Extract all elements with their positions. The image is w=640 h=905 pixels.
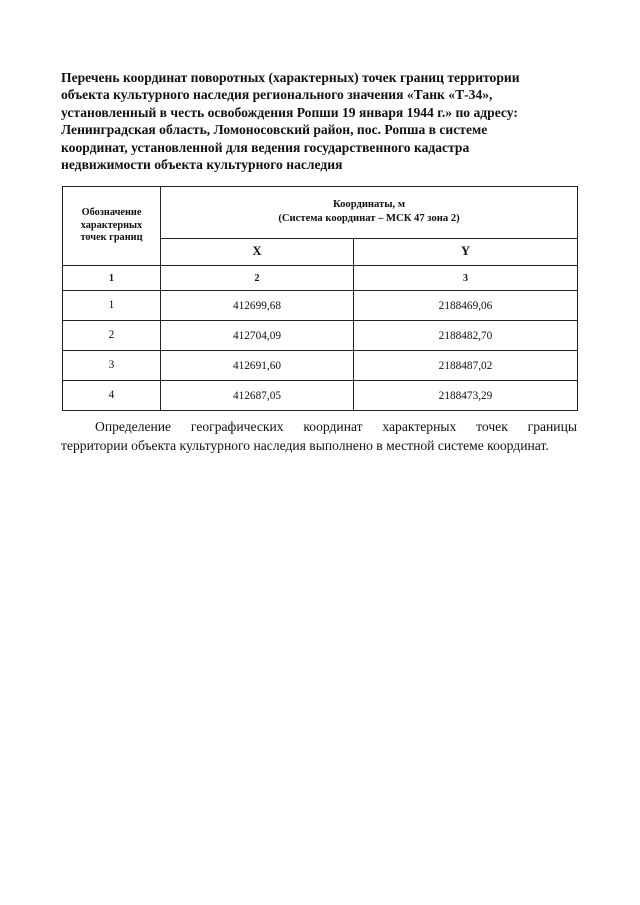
coordinates-table [62, 186, 578, 411]
title-line: недвижимости объекта культурного наследия [61, 157, 343, 173]
column-number-cell: 2 [161, 266, 354, 291]
point-cell: 1 [63, 291, 161, 321]
title-line: Ленинградская область, Ломоносовский район, пос. Ропша в системе [61, 122, 488, 138]
point-header-line: Обозначение [81, 207, 142, 219]
point-header-line: точек границ [80, 232, 143, 244]
note-line: территории объекта культурного наследия выполнено в местной системе координат. [61, 438, 549, 453]
point-cell: 2 [63, 321, 161, 351]
coords-header-line: (Система координат – МСК 47 зона 2) [278, 213, 460, 225]
x-cell: 412699,68 [161, 291, 354, 321]
x-cell: 412687,05 [161, 381, 354, 411]
y-cell: 2188473,29 [354, 381, 578, 411]
x-cell: 412691,60 [161, 351, 354, 381]
column-number-cell: 3 [354, 266, 578, 291]
note-line: Определение географических координат характерных точек границы [95, 419, 577, 434]
coordinates-column-header [161, 187, 578, 239]
title-line: Перечень координат поворотных (характерных) точек границ территории [61, 70, 520, 85]
note-paragraph [61, 417, 577, 455]
y-axis-header: Y [354, 238, 578, 265]
x-cell: 412704,09 [161, 321, 354, 351]
column-number-row [63, 266, 578, 291]
table-row [63, 291, 578, 321]
table-row [63, 381, 578, 411]
point-cell: 4 [63, 381, 161, 411]
point-header-line: характерных [80, 219, 143, 231]
column-number-cell: 1 [63, 266, 161, 291]
y-cell: 2188482,70 [354, 321, 578, 351]
table-row [63, 321, 578, 351]
coords-header-line: Координаты, м [332, 198, 406, 210]
y-cell: 2188487,02 [354, 351, 578, 381]
title-line: объекта культурного наследия регионального значения «Танк «Т-34», [61, 87, 493, 103]
title-line: координат, установленной для ведения государственного кадастра [61, 139, 470, 155]
point-cell: 3 [63, 351, 161, 381]
document-title [61, 69, 581, 173]
x-axis-header: X [161, 238, 354, 265]
title-line: установленный в честь освобождения Ропши 19 января 1944 г.» по адресу: [61, 104, 518, 120]
point-column-header [63, 187, 161, 266]
table-row [63, 351, 578, 381]
y-cell: 2188469,06 [354, 291, 578, 321]
